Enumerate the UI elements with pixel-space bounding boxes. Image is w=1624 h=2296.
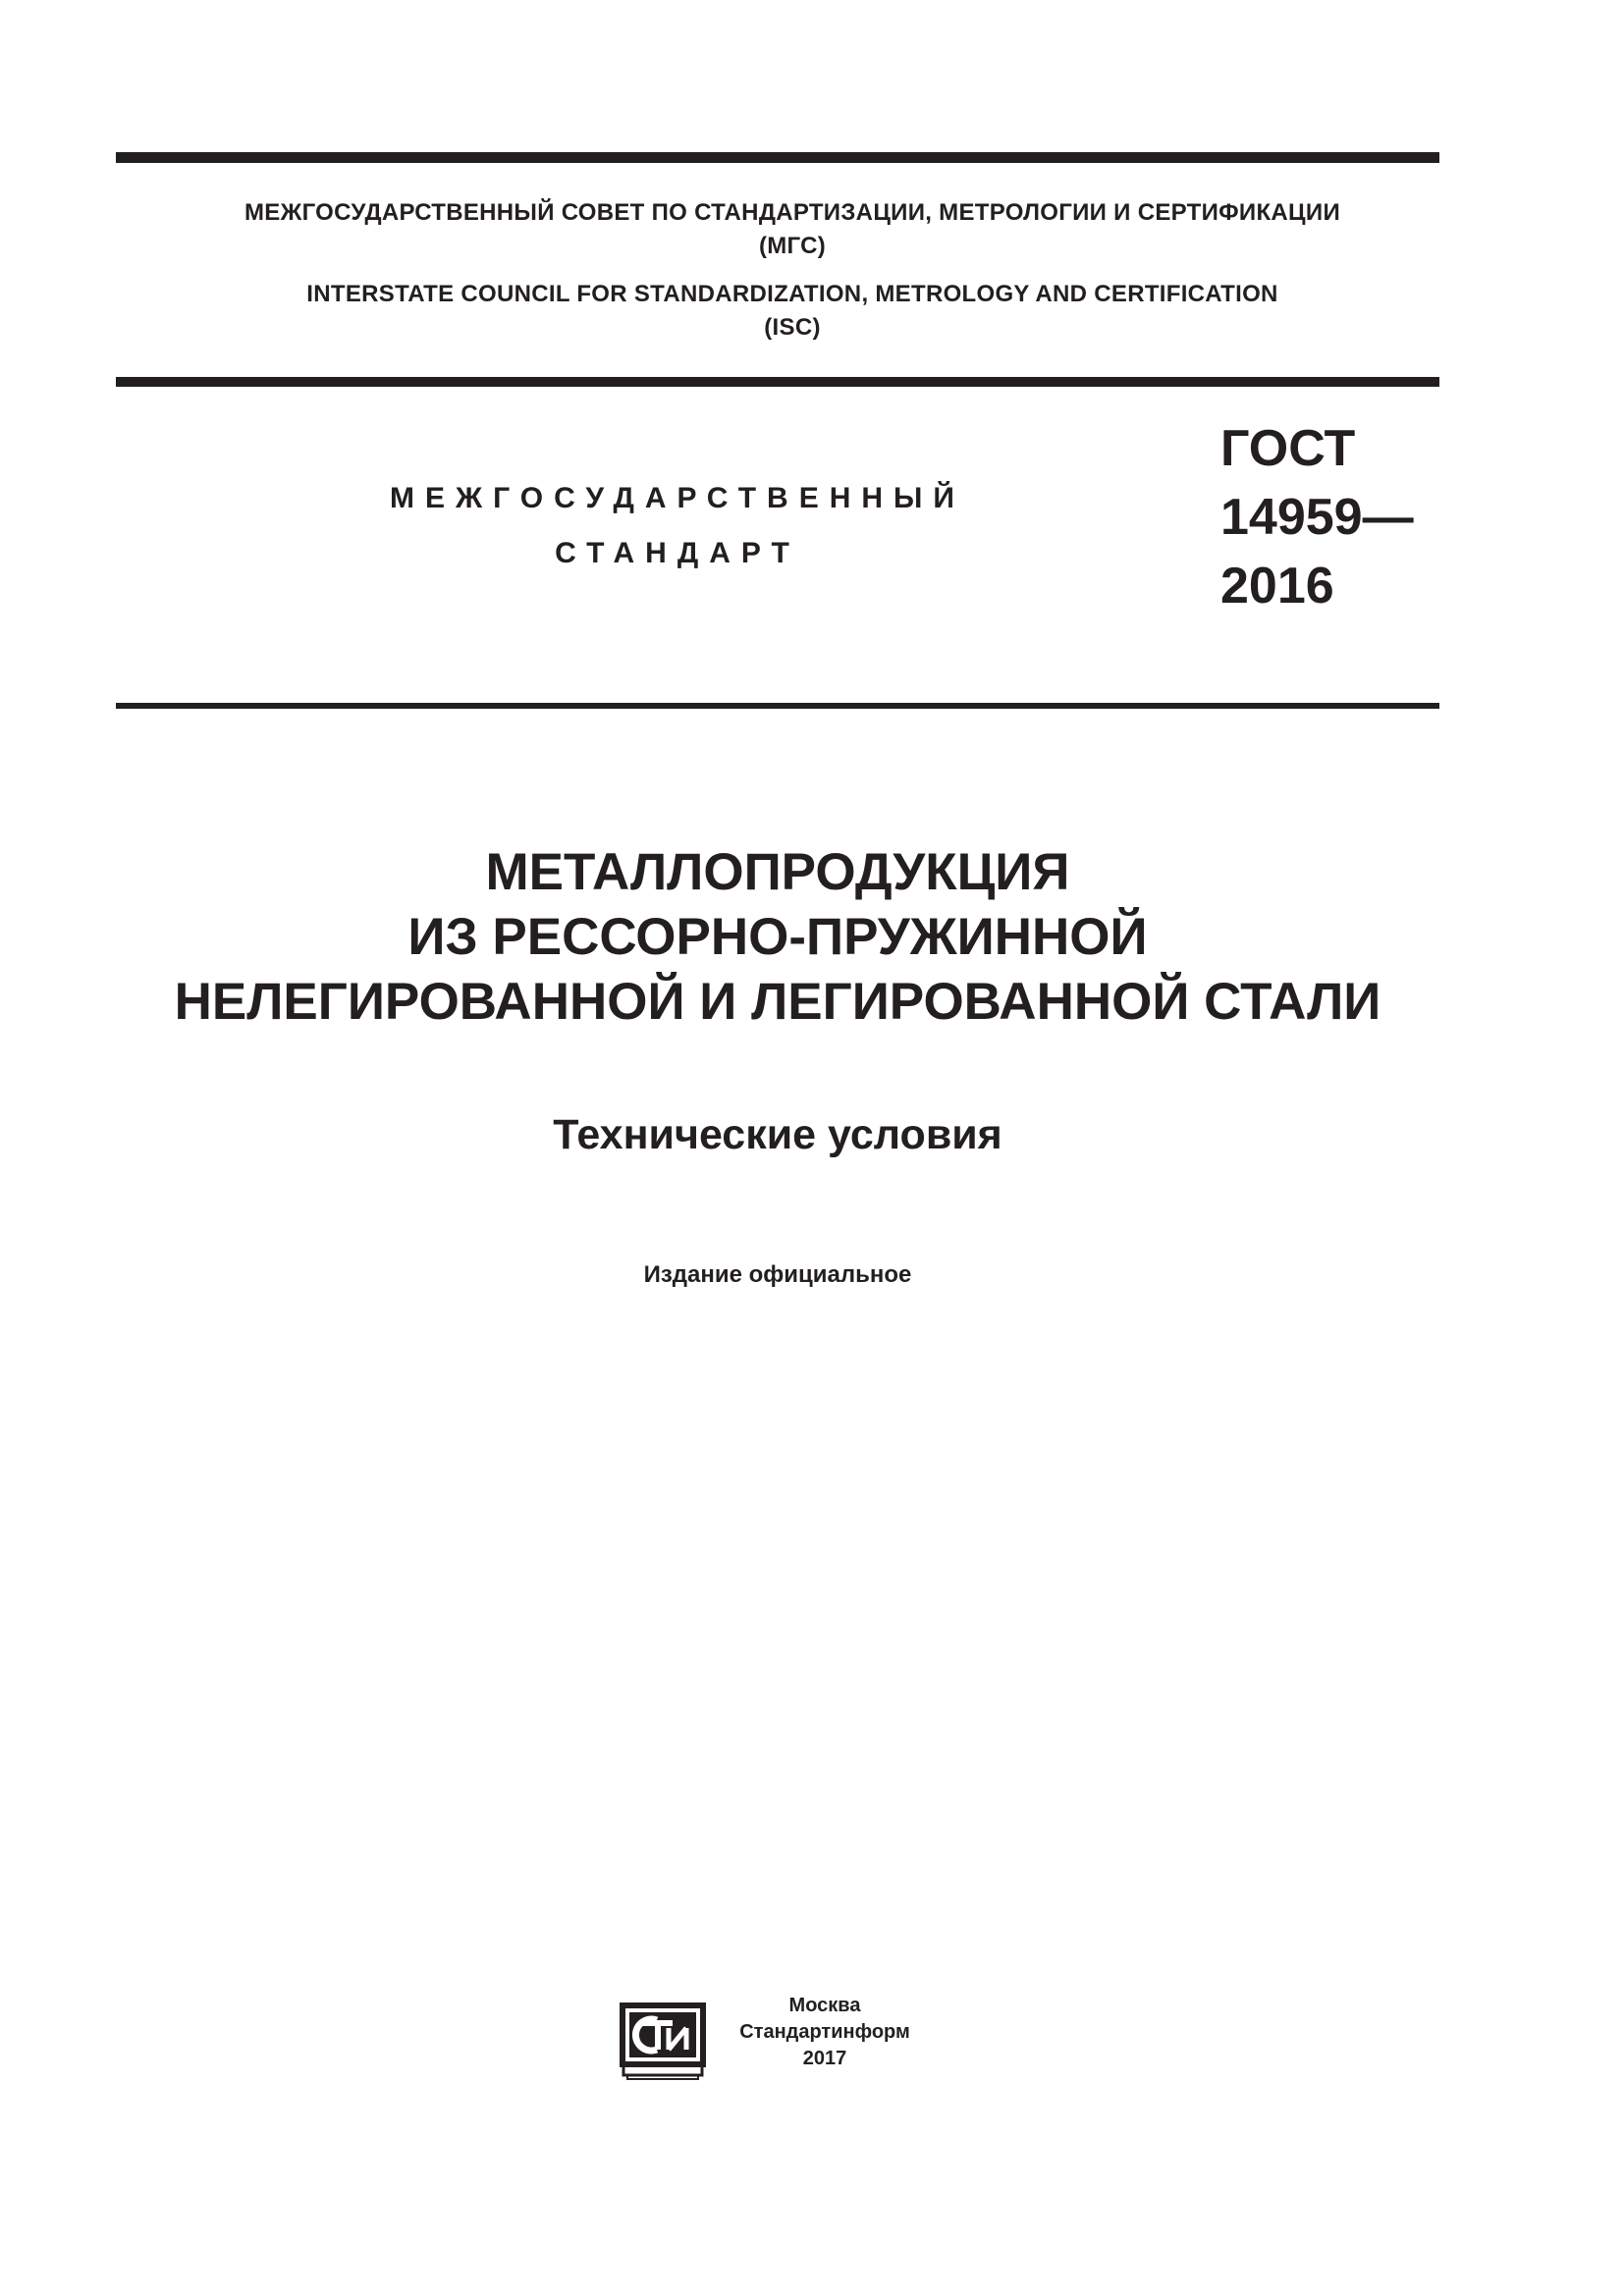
council-abbr-en: (ISC) xyxy=(764,314,821,341)
standard-number xyxy=(1220,414,1414,620)
publisher-info xyxy=(727,1993,923,2072)
standard-number-code: 14959— xyxy=(1220,489,1414,546)
standard-type-line2: СТАНДАРТ xyxy=(555,537,800,569)
top-rule xyxy=(116,152,1439,163)
standartinform-logo-icon xyxy=(614,1995,712,2081)
document-title xyxy=(116,840,1439,1035)
council-abbr-ru: (МГС) xyxy=(758,233,827,259)
document-subtitle: Технические условия xyxy=(553,1111,1002,1158)
council-name-ru xyxy=(116,196,1469,263)
standard-type xyxy=(373,471,982,581)
publication-year: 2017 xyxy=(802,2048,847,2069)
standard-number-year: 2016 xyxy=(1220,558,1334,614)
document-title-line2: ИЗ РЕССОРНО-ПРУЖИННОЙ xyxy=(407,908,1148,966)
publisher-city: Москва xyxy=(788,1995,861,2016)
publisher-name: Стандартинформ xyxy=(739,2021,910,2043)
standard-type-line1: МЕЖГОСУДАРСТВЕННЫЙ xyxy=(390,482,965,514)
document-title-line3: НЕЛЕГИРОВАННОЙ И ЛЕГИРОВАННОЙ СТАЛИ xyxy=(174,973,1381,1031)
standard-number-prefix: ГОСТ xyxy=(1220,420,1356,477)
middle-rule xyxy=(116,377,1439,387)
edition-note: Издание официальное xyxy=(643,1261,912,1288)
document-title-line1: МЕТАЛЛОПРОДУКЦИЯ xyxy=(485,843,1070,901)
council-name-en xyxy=(116,278,1469,345)
council-name-ru-line: МЕЖГОСУДАРСТВЕННЫЙ СОВЕТ ПО СТАНДАРТИЗАЦИИ, МЕТРОЛОГИИ И СЕРТИФИКАЦИИ xyxy=(244,199,1340,226)
council-name-en-line: INTERSTATE COUNCIL FOR STANDARDIZATION, METROLOGY AND CERTIFICATION xyxy=(306,281,1278,307)
lower-rule xyxy=(116,703,1439,709)
